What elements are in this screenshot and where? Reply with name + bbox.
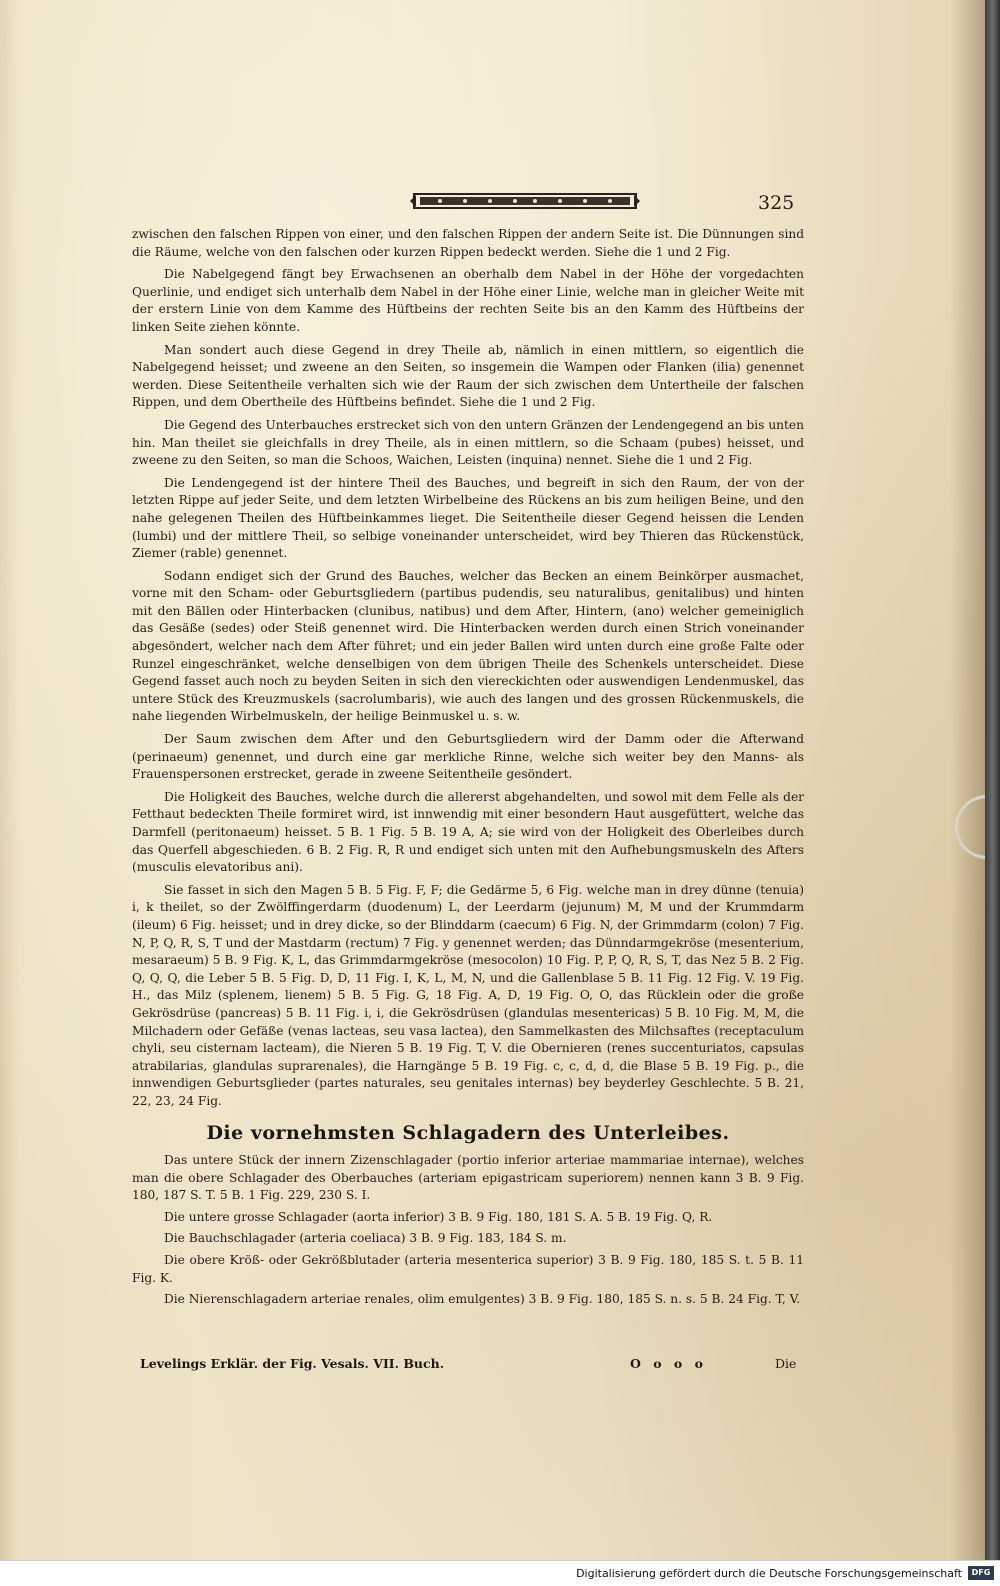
dfg-logo: DFG [968, 1566, 994, 1580]
paragraph: Man sondert auch diese Gegend in drey Theile ab, nämlich in einen mittlern, so eigentlich die Nabelgegend heisset; und zweene an den Seiten, so insgemein die Wampen oder Flanken (ilia) genennet werden. Diese Seitentheile verhalten sich wie der Raum der sich zwischen dem Untertheile der falschen Rippen, und dem Obertheile des Hüftbeins befindet. Siehe die 1 und 2 Fig. [132, 342, 804, 410]
main-text [132, 226, 804, 1313]
paragraph: Die Lendengegend ist der hintere Theil des Bauches, und begreift in sich den Raum, der von der letzten Rippe auf jeder Seite, und dem letzten Wirbelbeine des Rückens an bis zum heiligen Beine, und den nahe gelegenen Theilen des Hüftbeinkammes lieget. Die Seitentheile dieser Gegend heissen die Lenden (lumbi) und der mittlere Theil, so selbige voneinander unterscheidet, wird bey Thieren das Rückenstück, Ziemer (rable) genennet. [132, 475, 804, 561]
paragraph: Sodann endiget sich der Grund des Bauches, welcher das Becken an einem Beinkörper ausmachet, vorne mit den Scham- oder Geburtsgliedern (partibus pudendis, seu naturalibus, genitalibus) und hinten mit den Bällen oder Hinterbacken (clunibus, natibus) und dem After, Hintern, (ano) welcher gemeiniglich das Gesäße (sedes) oder Steiß genennet wird. Die Hinterbacken werden durch einen Strich voneinander abgesöndert, welcher nach dem After führet; und ein jeder Ballen wird unten durch eine große Falte oder Runzel eingeschränket, welche denselbigen von dem übrigen Theile des Schenkels unterscheidet. Diese Gegend fasset auch noch zu beyden Seiten in sich den viereckichten oder auswendigen Lendenmuskel, das untere Stück des Kreuzmuskels (sacrolumbaris), wie auch des langen und des grossen Rückenmuskels, die nahe liegenden Wirbelmuskeln, der heilige Beinmuskel u. s. w. [132, 568, 804, 724]
section-heading: Die vornehmsten Schlagadern des Unterleibes. [206, 1121, 730, 1144]
artery-entry: Die obere Kröß- oder Gekrößblutader (arteria mesenterica superior) 3 B. 9 Fig. 180, 185 S. t. 5 B. 11 Fig. K. [132, 1253, 804, 1285]
paragraph: Die Holigkeit des Bauches, welche durch die allererst abgehandelten, und sowol mit dem Felle als der Fetthaut bedeckten Theile formiret wird, ist innwendig mit einer besondern Haut ausgefüttert, welche das Darmfell (peritonaeum) heisset. 5 B. 1 Fig. 5 B. 19 A, A; sie wird von der Holigkeit des Oberleibes durch das Querfell abgeschieden. 6 B. 2 Fig. R, R und endiget sich unten mit den Aufhebungsmuskeln des Afters (musculis elevatoribus ani). [132, 789, 804, 875]
artery-entry: Das untere Stück der innern Zizenschlagader (portio inferior arteriae mammariae internae), welches man die obere Schlagader des Oberbauches (arteriam epigastricam superiorem) nennen kann 3 B. 9 Fig. 180, 187 S. T. 5 B. 1 Fig. 229, 230 S. I. [132, 1153, 804, 1203]
funding-credit: Digitalisierung gefördert durch die Deutsche Forschungsgemeinschaft [576, 1567, 962, 1580]
header-ornament [410, 188, 640, 214]
catchword: Die [775, 1356, 797, 1371]
artery-list [132, 1152, 804, 1309]
credit-bar [0, 1560, 1000, 1586]
artery-entry: Die Nierenschlagadern arteriae renales, olim emulgentes) 3 B. 9 Fig. 180, 185 S. n. s. 5 B. 24 Fig. T, V. [164, 1292, 801, 1307]
paragraph: Der Saum zwischen dem After und den Geburtsgliedern wird der Damm oder die Afterwand (perinaeum) genennet, und durch eine gar merkliche Rinne, welche sich weiter bey den Manns- als Frauenspersonen erstrecket, gerade in zweene Seitentheile gesöndert. [132, 732, 804, 782]
book-binding [985, 0, 1000, 1560]
running-title: Levelings Erklär. der Fig. Vesals. VII. Buch. [140, 1356, 445, 1371]
paragraph: Die Gegend des Unterbauches erstrecket sich von den untern Gränzen der Lendengegend an bis unten hin. Man theilet sie gleichfalls in drey Theile, als in einen mittlern, so die Schaam (pubes) heisset, und zweene zu den Seiten, so man die Schoos, Waichen, Leisten (inquina) nennet. Siehe die 1 und 2 Fig. [132, 417, 804, 468]
paragraph: Die Nabelgegend fängt bey Erwachsenen an oberhalb dem Nabel in der Höhe der vorgedachten Querlinie, und endiget sich unterhalb dem Nabel in der Höhe einer Linie, welche man in gleicher Weite mit der erstern Linie von dem Kamme des Hüftbeins der rechten Seite bis an den Kamm des Hüftbeins der linken Seite ziehen könnte. [132, 267, 804, 334]
page-edge-shadow [950, 0, 985, 1560]
paragraph: zwischen den falschen Rippen von einer, und den falschen Rippen der andern Seite ist. Die Dünnungen sind die Räume, welche von den falschen oder kurzen Rippen bedeckt werden. Siehe die 1 und 2 Fig. [132, 227, 804, 259]
signature-mark: O o o o [630, 1356, 707, 1371]
page-number: 325 [758, 192, 795, 214]
paragraph: Sie fasset in sich den Magen 5 B. 5 Fig. F, F; die Gedärme 5, 6 Fig. welche man in drey dünne (tenuia) i, k theilet, so der Zwölffingerdarm (duodenum) L, der Leerdarm (jejunum) M, M und der Krummdarm (ileum) 6 Fig. heisset; und in drey dicke, so der Blinddarm (caecum) 6 Fig. N, der Grimmdarm (colon) 7 Fig. N, P, Q, R, S, T und der Mastdarm (rectum) 7 Fig. y genennet werden; das Dünndarmgekröse (mesenterium, mesaraeum) 5 B. 9 Fig. K, L, das Grimmdarmgekröse (mesocolon) 10 Fig. P, P, Q, R, S, T, das Nez 5 B. 2 Fig. Q, Q, Q, die Leber 5 B. 5 Fig. D, D, 11 Fig. I, K, L, M, N, und die Gallenblase 5 B. 11 Fig. 12 Fig. V. 19 Fig. H., das Milz (splenem, lienem) 5 B. 5 Fig. G, 18 Fig. A, D, 19 Fig. O, O, das Rücklein oder die große Gekrösdrüse (pancreas) 5 B. 11 Fig. i, i, die Gekrösdrüsen (glandulas mesentericas) 5 B. 10 Fig. M, M, die Milchadern oder Gefäße (venas lacteas, seu vasa lactea), den Sammelkasten des Milchsaftes (receptaculum chyli, seu cisternam lacteam), die Nieren 5 B. 19 Fig. T, V. die Obernieren (renes succenturiatos, capsulas atrabilarias, glandulas suprarenales), die Harngänge 5 B. 19 Fig. c, c, d, d, die Blase 5 B. 19 Fig. p., die innwendigen Geburtsglieder (partes naturales, seu genitales internas) bey beyderley Geschlechte. 5 B. 21, 22, 23, 24 Fig. [132, 882, 804, 1108]
page-footer [140, 1356, 800, 1378]
artery-entry: Die untere grosse Schlagader (aorta inferior) 3 B. 9 Fig. 180, 181 S. A. 5 B. 19 Fig. Q, R. [164, 1209, 713, 1224]
artery-entry: Die Bauchschlagader (arteria coeliaca) 3 B. 9 Fig. 183, 184 S. m. [164, 1231, 567, 1246]
